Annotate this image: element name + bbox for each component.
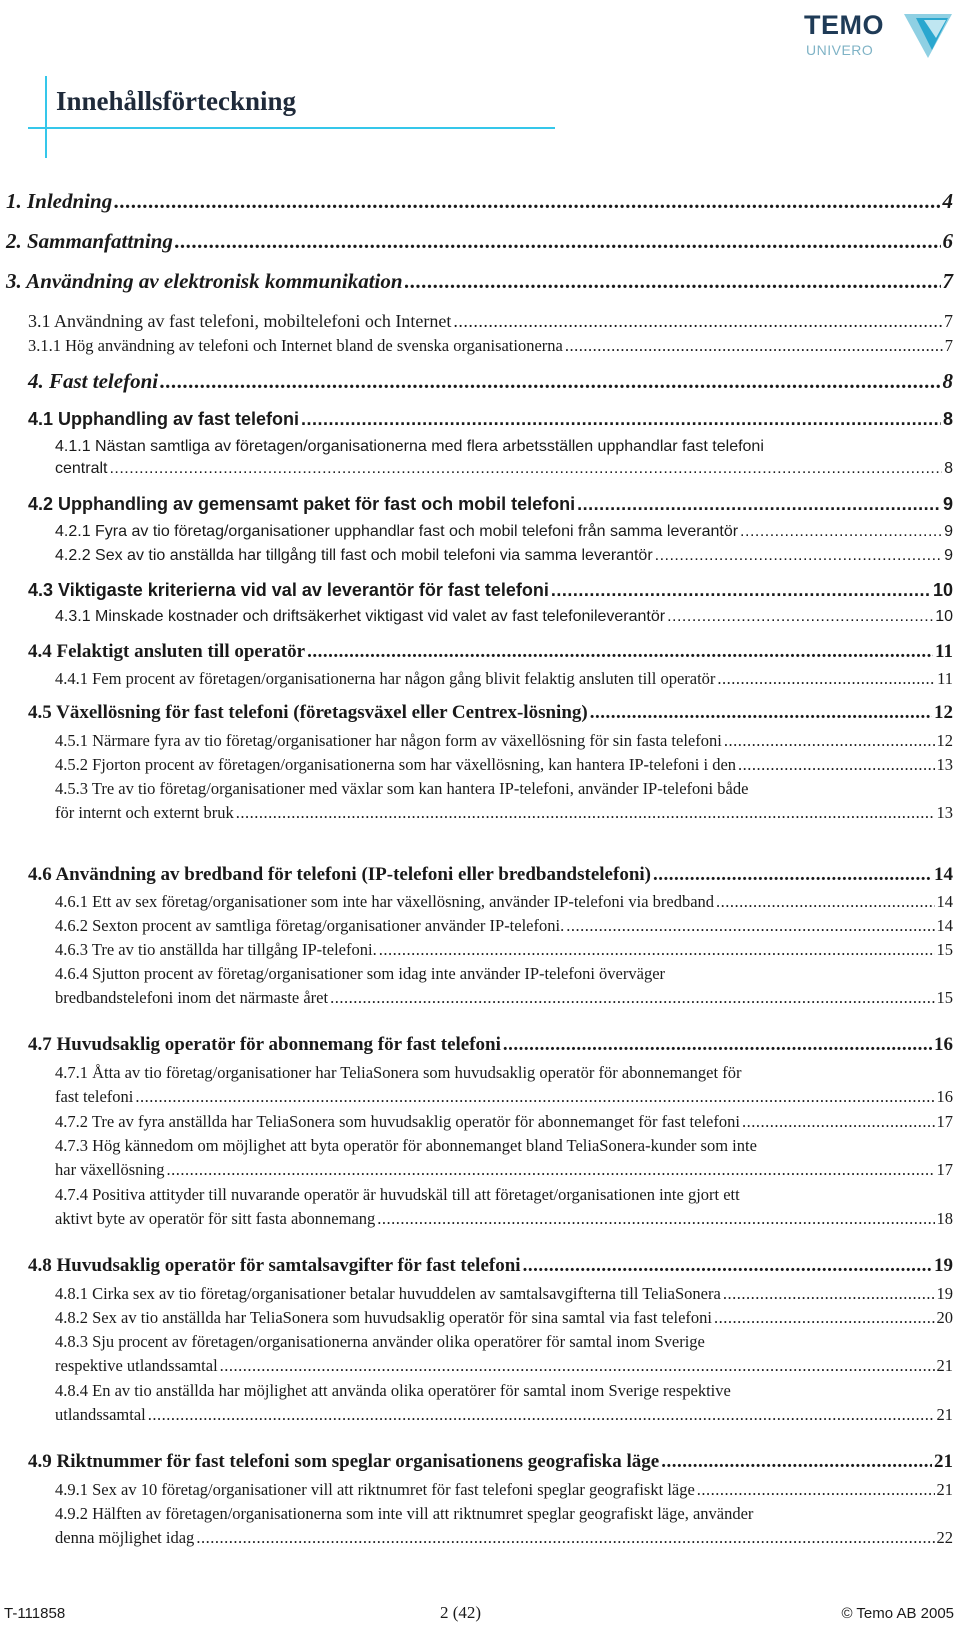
toc-entry[interactable]	[0, 1478, 960, 1502]
toc-page-number: 15	[936, 988, 953, 1007]
dot-leader	[301, 409, 941, 430]
dot-leader	[655, 547, 942, 565]
toc-entry-first-line: 4.7.3 Hög kännedom om möjlighet att byta operatör för abonnemanget bland TeliaSonera-kunder som inte	[55, 1136, 757, 1155]
page-number: 2 (42)	[440, 1603, 482, 1622]
toc-page-number: 9	[944, 547, 953, 564]
report-number: T-111858	[4, 1605, 66, 1622]
toc-entry-first-line: 4.7.4 Positiva attityder till nuvarande operatör är huvudskäl till att företaget/organisationen inte gjort ett	[55, 1185, 740, 1204]
toc-entry[interactable]	[0, 1034, 960, 1060]
toc-entry[interactable]	[0, 1110, 960, 1134]
dot-leader	[148, 1405, 935, 1425]
dot-leader	[566, 916, 934, 936]
toc-entry-label: 4.5.1 Närmare fyra av tio företag/organisationer har någon form av växellösning för sin fasta telefoni	[55, 731, 722, 750]
toc-entry[interactable]	[0, 494, 960, 520]
toc-entry[interactable]	[0, 580, 960, 606]
toc-page-number: 13	[936, 755, 953, 774]
toc-entry-first-line: 4.5.3 Tre av tio företag/organisationer med växlar som kan hantera IP-telefoni, använder IP-telefoni både	[55, 779, 749, 798]
logo-name: TEMO	[804, 10, 884, 40]
dot-leader	[167, 1160, 935, 1180]
dot-leader	[667, 608, 933, 626]
dot-leader	[723, 1284, 935, 1304]
toc-page-number: 11	[935, 641, 953, 662]
dot-leader	[196, 1528, 934, 1548]
toc-page-number: 15	[936, 940, 953, 959]
dot-leader	[307, 641, 933, 663]
dot-leader	[160, 369, 940, 394]
toc-entry[interactable]	[0, 1134, 960, 1182]
dot-leader	[565, 336, 943, 356]
toc-entry-label: 4.6.2 Sexton procent av samtliga företag/organisationer använder IP-telefoni.	[55, 916, 565, 935]
toc-entry-label: 2. Sammanfattning	[6, 229, 173, 253]
toc-page-number: 12	[934, 702, 953, 723]
toc-page-number: 13	[936, 803, 953, 822]
toc-entry-label: 4.4 Felaktigt ansluten till operatör	[28, 641, 306, 662]
toc-entry-label: 4.7.2 Tre av fyra anställda har TeliaSonera som huvudsaklig operatör för abonnemanget för fast telefoni	[55, 1112, 740, 1131]
dot-leader	[653, 864, 932, 886]
dot-leader	[740, 523, 942, 541]
toc-page-number: 16	[934, 1034, 953, 1055]
toc-page-number: 10	[935, 608, 953, 625]
toc-entry[interactable]	[0, 521, 960, 545]
toc-page-number: 14	[936, 892, 953, 911]
dot-leader	[738, 755, 934, 775]
dot-leader	[503, 1034, 932, 1056]
toc-page-number: 8	[942, 409, 953, 429]
toc-entry-label: 4.5 Växellösning för fast telefoni (företagsväxel eller Centrex-lösning)	[28, 702, 588, 723]
toc-page-number: 21	[936, 1356, 953, 1375]
toc-entry[interactable]	[0, 1183, 960, 1231]
dot-leader	[135, 1087, 934, 1107]
toc-entry-label: 4.6.3 Tre av tio anställda har tillgång IP-telefoni.	[55, 940, 377, 959]
dot-leader	[236, 803, 935, 823]
toc-page-number: 21	[934, 1451, 953, 1472]
toc-entry-label: centralt	[55, 460, 108, 477]
toc-entry[interactable]	[0, 1306, 960, 1330]
triangle-logo-icon	[902, 8, 954, 60]
toc-entry[interactable]	[0, 336, 960, 360]
dot-leader	[661, 1451, 932, 1473]
toc-page-number: 8	[944, 460, 953, 477]
dot-leader	[330, 988, 934, 1008]
toc-entry-label: 3.1 Användning av fast telefoni, mobiltelefoni och Internet	[28, 311, 452, 331]
dot-leader	[379, 940, 935, 960]
toc-page-number: 14	[934, 864, 953, 885]
toc-entry-label: 4.1 Upphandling av fast telefoni	[28, 409, 300, 429]
dot-leader	[714, 1308, 935, 1328]
toc-entry-label: 4.8.2 Sex av tio anställda har TeliaSonera som huvudsaklig operatör för sina samtal via fast telefoni	[55, 1308, 712, 1327]
toc-entry[interactable]	[0, 545, 960, 569]
toc-page-number: 8	[942, 369, 953, 393]
toc-entry[interactable]	[0, 229, 960, 257]
toc-entry[interactable]	[0, 436, 960, 484]
dot-leader	[577, 494, 941, 515]
dot-leader	[724, 731, 935, 751]
temo-univero-logo	[804, 6, 954, 66]
toc-page-number: 21	[936, 1405, 953, 1424]
page-footer	[0, 1605, 960, 1635]
toc-entry-label: för internt och externt bruk	[55, 803, 234, 822]
toc-page-number: 9	[942, 494, 953, 514]
toc-page-number: 19	[936, 1284, 953, 1303]
toc-entry-label: utlandssamtal	[55, 1405, 146, 1424]
title-accent-horizontal-line	[28, 127, 555, 129]
copyright: © Temo AB 2005	[841, 1605, 954, 1622]
dot-leader	[717, 669, 935, 689]
toc-page-number: 22	[936, 1528, 953, 1547]
toc-entry-label: 4.8 Huvudsaklig operatör för samtalsavgifter för fast telefoni	[28, 1255, 521, 1276]
toc-entry-label: 4.3.1 Minskade kostnader och driftsäkerhet viktigast vid valet av fast telefonileverantör	[55, 608, 666, 625]
toc-entry[interactable]	[0, 753, 960, 777]
toc-page-number: 4	[942, 189, 953, 213]
toc-entry-label: 4.3 Viktigaste kriterierna vid val av leverantör för fast telefoni	[28, 580, 549, 600]
toc-entry-first-line: 4.9.2 Hälften av företagen/organisationerna som inte vill att riktnumret speglar geografiskt läge, använder	[55, 1504, 754, 1523]
toc-entry[interactable]	[0, 311, 960, 335]
toc-page-number: 7	[944, 336, 953, 355]
toc-entry[interactable]	[0, 189, 960, 217]
toc-page-number: 11	[937, 669, 953, 688]
toc-entry[interactable]	[0, 606, 960, 630]
dot-leader	[551, 580, 931, 601]
toc-entry[interactable]	[0, 667, 960, 691]
dot-leader	[220, 1356, 935, 1376]
dot-leader	[453, 311, 942, 332]
toc-entry-label: 4.6 Användning av bredband för telefoni (IP-telefoni eller bredbandstelefoni)	[28, 864, 651, 885]
toc-entry-label: bredbandstelefoni inom det närmaste året	[55, 988, 329, 1007]
toc-entry[interactable]	[0, 409, 960, 435]
toc-entry-first-line: 4.6.4 Sjutton procent av företag/organisationer som idag inte använder IP-telefoni överväger	[55, 964, 666, 983]
toc-entry-first-line: 4.1.1 Nästan samtliga av företagen/organisationerna med flera arbetsställen upphandlar fast telefoni	[55, 438, 764, 455]
toc-entry-label: 4.2.2 Sex av tio anställda har tillgång till fast och mobil telefoni via samma leverantör	[55, 547, 653, 564]
toc-entry-label: 4.4.1 Fem procent av företagen/organisationerna har någon gång blivit felaktig ansluten till operatör	[55, 669, 716, 688]
toc-entry[interactable]	[0, 1379, 960, 1427]
toc-page-number: 14	[936, 916, 953, 935]
toc-page-number: 19	[934, 1255, 953, 1276]
dot-leader	[109, 460, 942, 478]
toc-entry[interactable]	[0, 1255, 960, 1281]
toc-entry[interactable]	[0, 702, 960, 728]
dot-leader	[523, 1255, 932, 1277]
toc-entry-label: fast telefoni	[55, 1087, 134, 1106]
dot-leader	[716, 892, 934, 912]
toc-page-number: 6	[942, 229, 953, 253]
toc-entry[interactable]	[0, 1330, 960, 1378]
dot-leader	[697, 1480, 935, 1500]
dot-leader	[377, 1209, 934, 1229]
toc-entry[interactable]	[0, 1502, 960, 1550]
toc-entry[interactable]	[0, 777, 960, 825]
toc-page-number: 10	[932, 580, 953, 600]
toc-entry[interactable]	[0, 369, 960, 397]
toc-entry[interactable]	[0, 1451, 960, 1477]
dot-leader	[742, 1112, 935, 1132]
toc-entry-first-line: 4.7.1 Åtta av tio företag/organisationer har TeliaSonera som huvudsaklig operatör för abonnemanget för	[55, 1063, 742, 1082]
toc-entry[interactable]	[0, 1282, 960, 1306]
toc-entry[interactable]	[0, 864, 960, 890]
toc-entry-label: 4.7 Huvudsaklig operatör för abonnemang för fast telefoni	[28, 1034, 501, 1055]
toc-entry[interactable]	[0, 962, 960, 1010]
toc-entry-label: har växellösning	[55, 1160, 165, 1179]
toc-entry[interactable]	[0, 641, 960, 667]
dot-leader	[114, 189, 940, 214]
dot-leader	[405, 269, 941, 294]
toc-entry-label: 4.8.1 Cirka sex av tio företag/organisationer betalar huvuddelen av samtalsavgifterna till TeliaSonera	[55, 1284, 721, 1303]
dot-leader	[590, 702, 932, 724]
toc-entry-label: aktivt byte av operatör för sitt fasta abonnemang	[55, 1209, 376, 1228]
toc-entry-label: 4.9 Riktnummer för fast telefoni som speglar organisationens geografiska läge	[28, 1451, 660, 1472]
toc-entry-label: 4. Fast telefoni	[28, 369, 159, 393]
page-title: Innehållsförteckning	[56, 86, 297, 116]
toc-entry-label: 4.2.1 Fyra av tio företag/organisationer upphandlar fast och mobil telefoni från samma leverantör	[55, 523, 739, 540]
toc-entry-label: denna möjlighet idag	[55, 1528, 195, 1547]
toc-page-number: 17	[936, 1160, 953, 1179]
toc-entry[interactable]	[0, 729, 960, 753]
toc-page-number: 7	[944, 311, 953, 331]
toc-page-number: 21	[936, 1480, 953, 1499]
toc-entry-label: 4.2 Upphandling av gemensamt paket för fast och mobil telefoni	[28, 494, 576, 514]
toc-entry-label: 3.1.1 Hög användning av telefoni och Internet bland de svenska organisationerna	[28, 336, 563, 355]
toc-entry[interactable]	[0, 914, 960, 938]
toc-page-number: 17	[936, 1112, 953, 1131]
toc-entry-label: 4.9.1 Sex av 10 företag/organisationer vill att riktnumret för fast telefoni speglar geografiskt läge	[55, 1480, 695, 1499]
toc-entry-label: 1. Inledning	[6, 189, 113, 213]
toc-entry-label: 3. Användning av elektronisk kommunikation	[6, 269, 403, 293]
toc-entry-first-line: 4.8.4 En av tio anställda har möjlighet att använda olika operatörer för samtal inom Sverige respektive	[55, 1381, 731, 1400]
toc-entry-first-line: 4.8.3 Sju procent av företagen/organisationerna använder olika operatörer för samtal inom Sverige	[55, 1332, 705, 1351]
toc-entry-label: respektive utlandssamtal	[55, 1356, 218, 1375]
toc-entry[interactable]	[0, 1061, 960, 1109]
toc-entry-label: 4.5.2 Fjorton procent av företagen/organisationerna som har växellösning, kan hantera IP-telefoni i den	[55, 755, 737, 774]
toc-page-number: 18	[936, 1209, 953, 1228]
dot-leader	[175, 229, 941, 254]
toc-entry-label: 4.6.1 Ett av sex företag/organisationer som inte har växellösning, använder IP-telefoni via bredband	[55, 892, 715, 911]
toc-page-number: 16	[936, 1087, 953, 1106]
toc-page-number: 7	[942, 269, 953, 293]
title-accent-vertical-line	[45, 76, 47, 158]
toc-entry[interactable]	[0, 890, 960, 914]
toc-entry[interactable]	[0, 269, 960, 297]
toc-page-number: 12	[936, 731, 953, 750]
toc-page-number: 9	[944, 523, 953, 540]
toc-entry[interactable]	[0, 938, 960, 962]
toc-page-number: 20	[936, 1308, 953, 1327]
logo-subtitle: UNIVERO	[806, 42, 874, 58]
